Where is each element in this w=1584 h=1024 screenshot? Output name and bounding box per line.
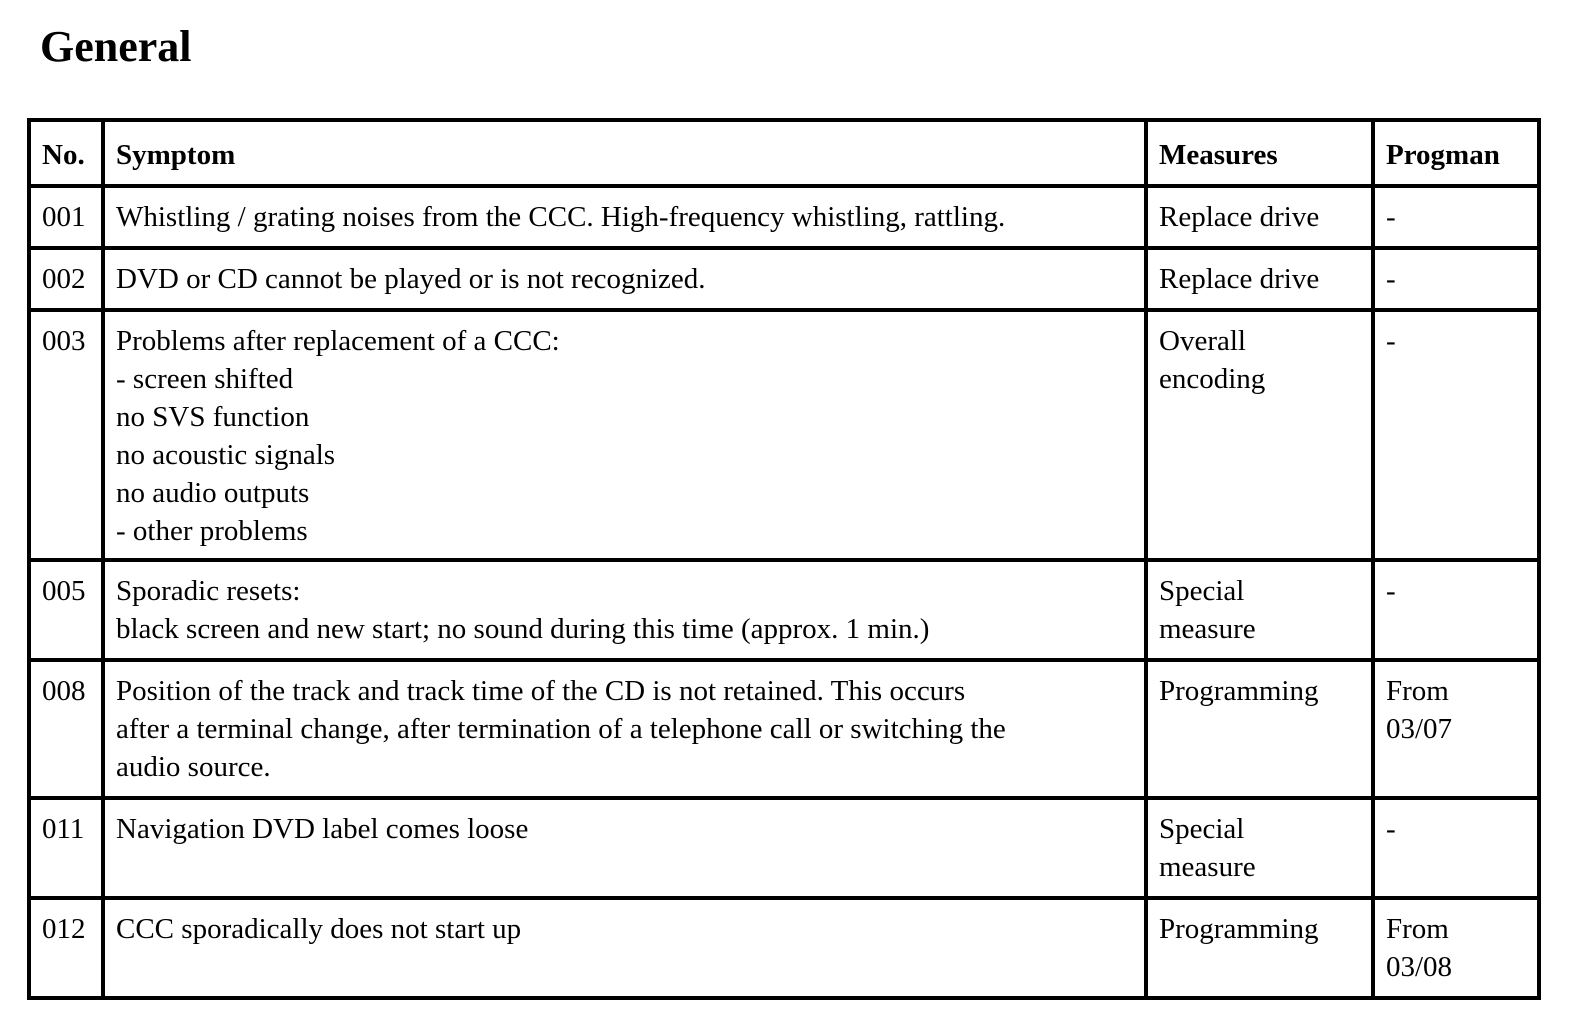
- header-symptom: Symptom: [103, 120, 1146, 186]
- cell-measures: [1146, 560, 1373, 660]
- table-row: [29, 310, 1539, 560]
- symptom-line: no audio outputs: [116, 477, 310, 509]
- cell-measures: [1146, 798, 1373, 898]
- symptom-line: after a terminal change, after termination of a telephone call or switching the: [116, 713, 1006, 745]
- measures-text: Programming: [1159, 675, 1319, 707]
- cell-progman: [1373, 798, 1539, 898]
- progman-text: -: [1386, 325, 1396, 357]
- cell-no: 003: [29, 310, 103, 560]
- table-body: [29, 186, 1539, 998]
- symptom-line: Navigation DVD label comes loose: [116, 813, 529, 845]
- cell-no: 011: [29, 798, 103, 898]
- measures-text: Overall encoding: [1159, 325, 1266, 395]
- symptom-line: CCC sporadically does not start up: [116, 913, 522, 945]
- cell-symptom: [103, 798, 1146, 898]
- progman-text: From 03/08: [1386, 913, 1453, 983]
- cell-no: 008: [29, 660, 103, 798]
- measures-text: Programming: [1159, 913, 1319, 945]
- header-progman: Progman: [1373, 120, 1539, 186]
- cell-measures: [1146, 248, 1373, 310]
- table-row: [29, 798, 1539, 898]
- cell-measures: [1146, 898, 1373, 998]
- cell-no: 002: [29, 248, 103, 310]
- cell-progman: [1373, 248, 1539, 310]
- symptom-line: - other problems: [116, 515, 308, 547]
- table-row: [29, 898, 1539, 998]
- symptom-line: audio source.: [116, 751, 271, 783]
- cell-progman: [1373, 310, 1539, 560]
- page-title: General: [40, 22, 192, 71]
- symptoms-table: [27, 118, 1541, 1000]
- cell-symptom: [103, 660, 1146, 798]
- cell-symptom: [103, 248, 1146, 310]
- cell-measures: [1146, 186, 1373, 248]
- cell-measures: [1146, 660, 1373, 798]
- cell-no: 005: [29, 560, 103, 660]
- measures-text: Special measure: [1159, 575, 1256, 645]
- table-row: [29, 660, 1539, 798]
- header-no: No.: [29, 120, 103, 186]
- table-row: [29, 560, 1539, 660]
- symptom-line: black screen and new start; no sound during this time (approx. 1 min.): [116, 613, 930, 645]
- cell-progman: [1373, 560, 1539, 660]
- header-measures: Measures: [1146, 120, 1373, 186]
- table-header-row: [29, 120, 1539, 186]
- progman-text: -: [1386, 813, 1396, 845]
- cell-progman: [1373, 186, 1539, 248]
- progman-text: From 03/07: [1386, 675, 1453, 745]
- symptom-line: Sporadic resets:: [116, 575, 301, 607]
- measures-text: Special measure: [1159, 813, 1256, 883]
- cell-measures: [1146, 310, 1373, 560]
- cell-symptom: [103, 560, 1146, 660]
- cell-symptom: [103, 898, 1146, 998]
- cell-progman: [1373, 898, 1539, 998]
- cell-symptom: [103, 310, 1146, 560]
- symptom-line: no SVS function: [116, 401, 310, 433]
- measures-text: Replace drive: [1159, 201, 1320, 233]
- table-row: [29, 186, 1539, 248]
- cell-symptom: [103, 186, 1146, 248]
- symptom-line: DVD or CD cannot be played or is not recognized.: [116, 263, 706, 295]
- cell-progman: [1373, 660, 1539, 798]
- symptom-line: - screen shifted: [116, 363, 294, 395]
- table-row: [29, 248, 1539, 310]
- cell-no: 001: [29, 186, 103, 248]
- progman-text: -: [1386, 263, 1396, 295]
- symptom-line: no acoustic signals: [116, 439, 336, 471]
- symptom-line: Position of the track and track time of the CD is not retained. This occurs: [116, 675, 966, 707]
- symptom-line: Problems after replacement of a CCC:: [116, 325, 560, 357]
- symptom-line: Whistling / grating noises from the CCC. High-frequency whistling, rattling.: [116, 201, 1006, 233]
- measures-text: Replace drive: [1159, 263, 1320, 295]
- cell-no: 012: [29, 898, 103, 998]
- progman-text: -: [1386, 201, 1396, 233]
- progman-text: -: [1386, 575, 1396, 607]
